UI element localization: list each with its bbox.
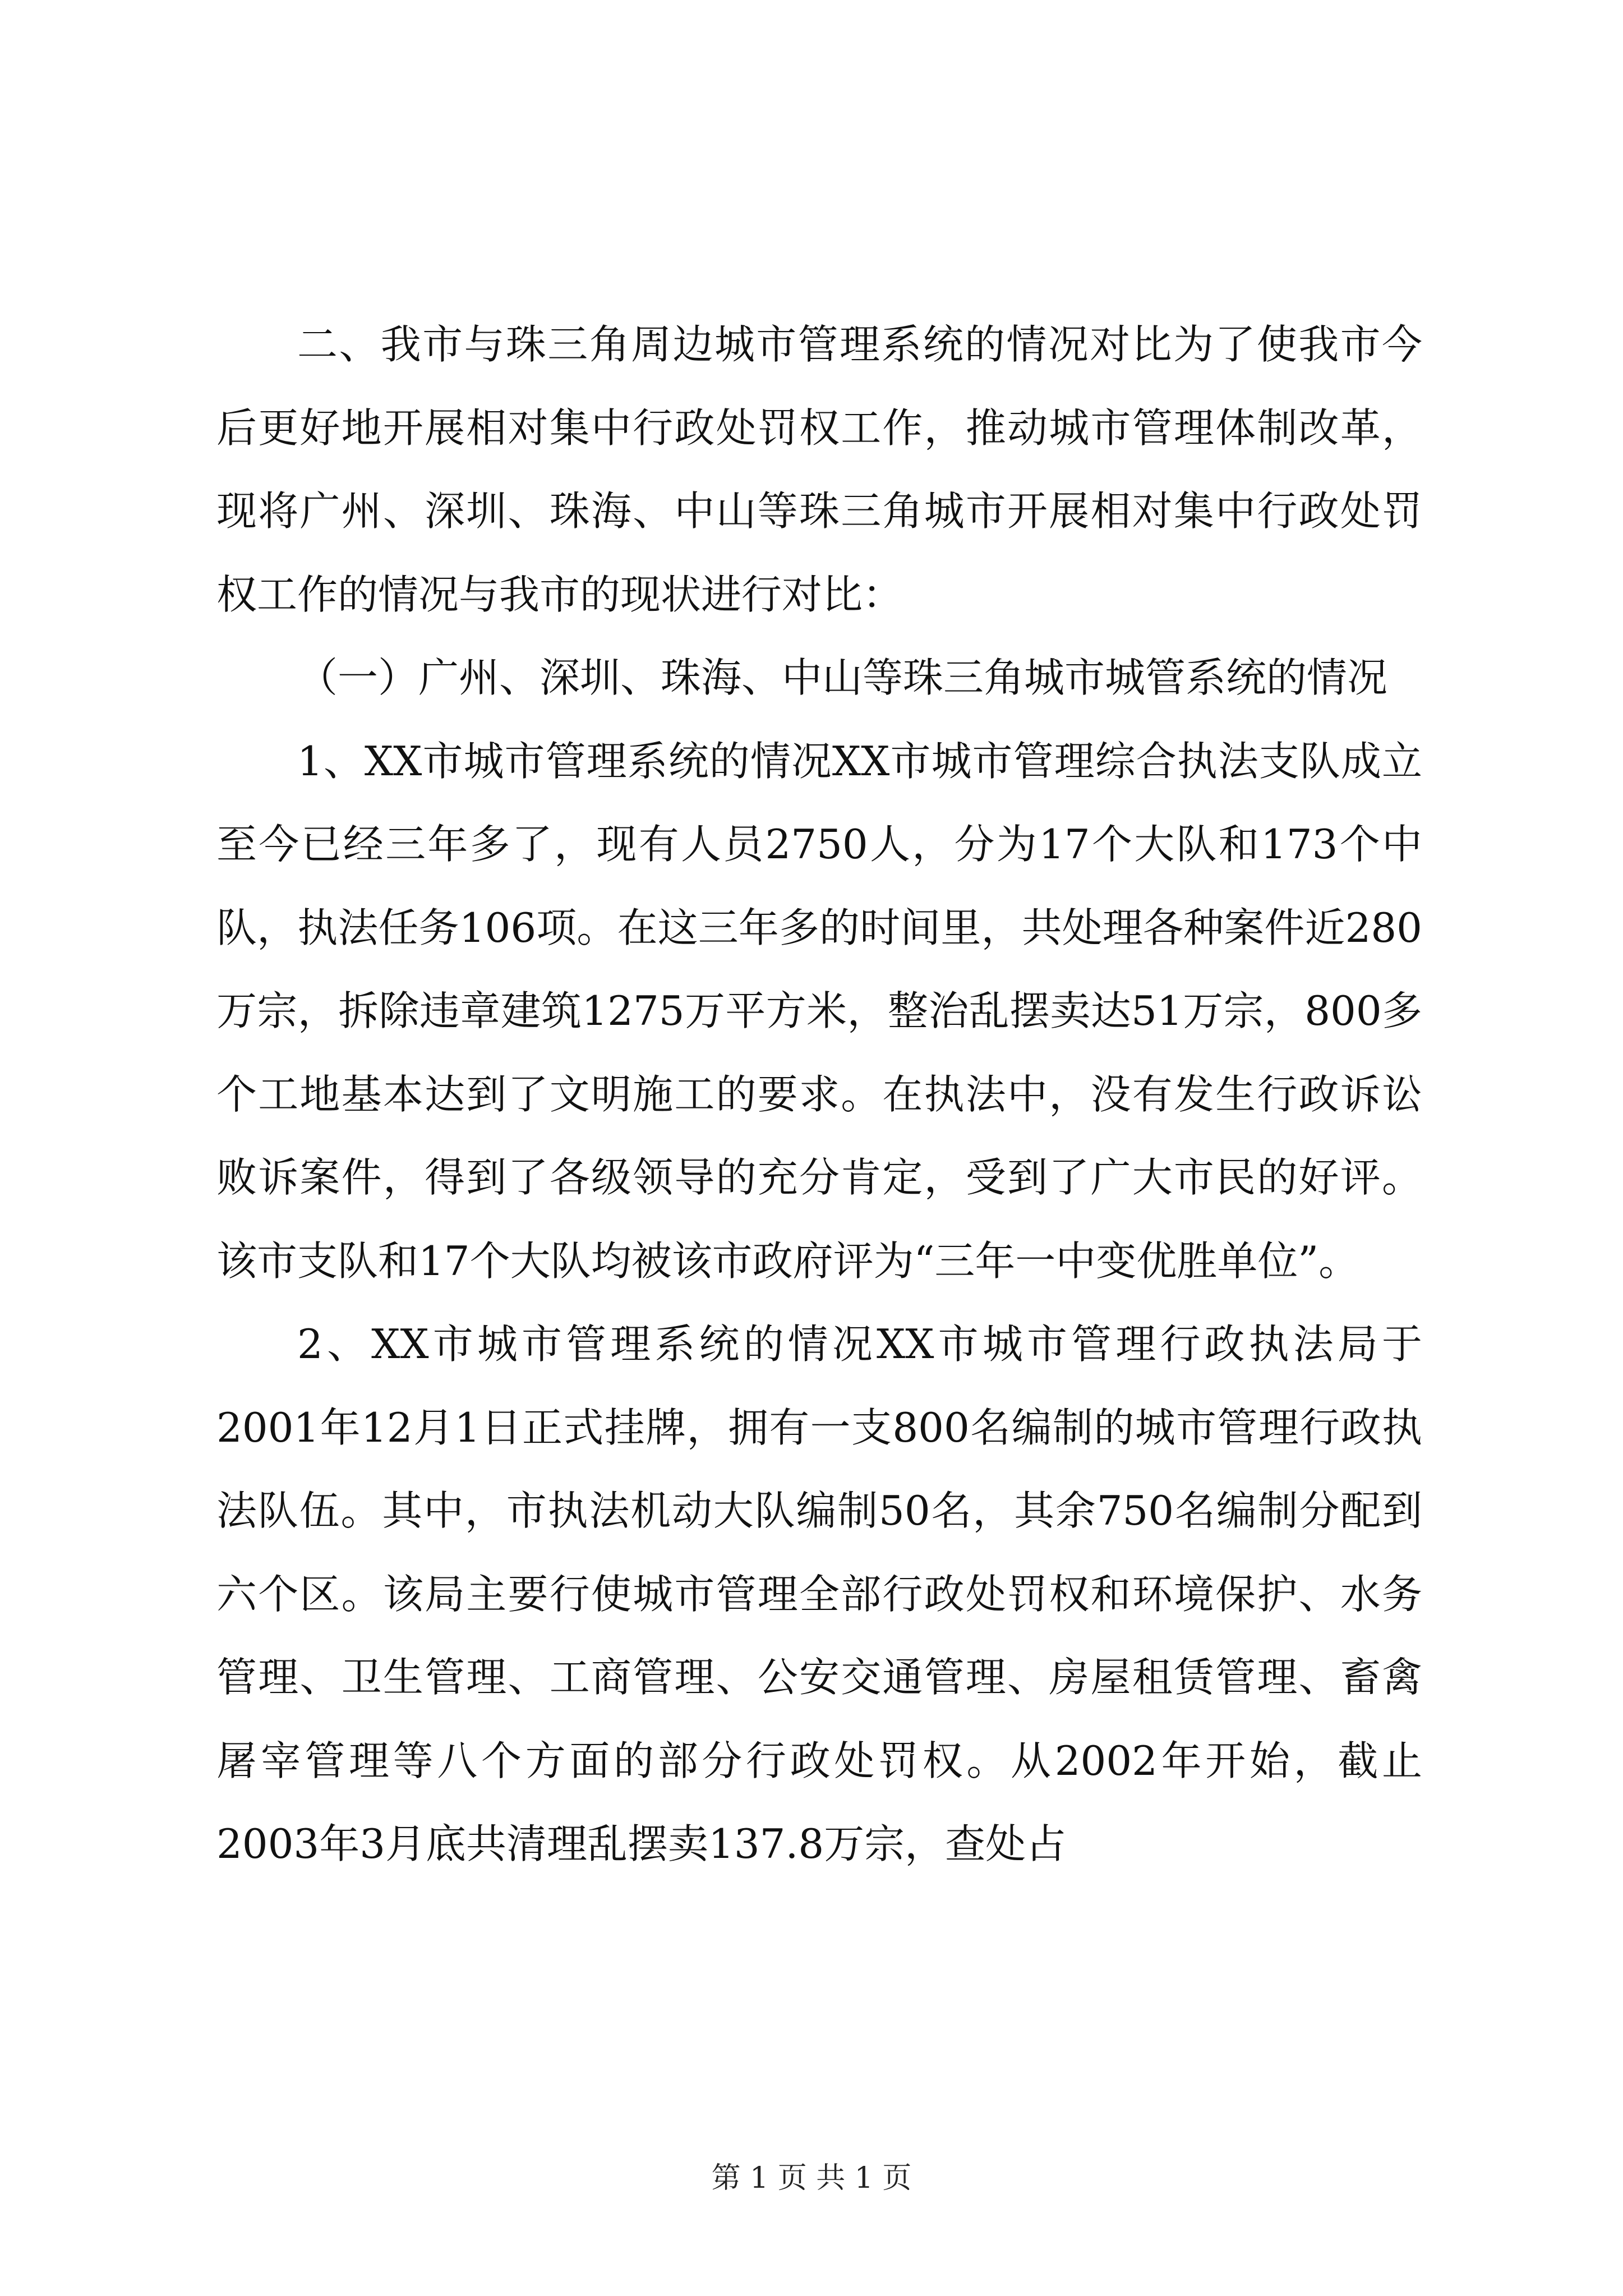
- paragraph-4: 2、XX市城市管理系统的情况XX市城市管理行政执法局于2001年12月1日正式挂牌，拥有一支800名编制的城市管理行政执法队伍。其中，市执法机动大队编制50名，其余750名编制分配到六个区。该局主要行使城市管理全部行政处罚权和环境保护、水务管理、卫生管理、工商管理、公安交通管理、房屋租赁管理、畜禽屠宰管理等八个方面的部分行政处罚权。从2002年开始，截止2003年3月底共清理乱摆卖137.8万宗，查处占: [216, 1320, 1422, 1867]
- paragraph-2: （一）广州、深圳、珠海、中山等珠三角城市城管系统的情况: [297, 654, 1388, 701]
- document-body: [216, 303, 1422, 1886]
- paragraph-3: 1、XX市城市管理系统的情况XX市城市管理综合执法支队成立至今已经三年多了，现有人员2750人，分为17个大队和173个中队，执法任务106项。在这三年多的时间里，共处理各种案件近280万宗，拆除违章建筑1275万平方米，整治乱摆卖达51万宗，800多个工地基本达到了文明施工的要求。在执法中，没有发生行政诉讼败诉案件，得到了各级领导的充分肯定，受到了广大市民的好评。该市支队和17个大队均被该市政府评为“三年一中变优胜单位”。: [216, 737, 1422, 1285]
- paragraph-1: 二、我市与珠三角周边城市管理系统的情况对比为了使我市今后更好地开展相对集中行政处罚权工作，推动城市管理体制改革，现将广州、深圳、珠海、中山等珠三角城市开展相对集中行政处罚权工作的情况与我市的现状进行对比：: [216, 321, 1422, 618]
- page-footer: 第 1 页 共 1 页: [711, 2161, 912, 2195]
